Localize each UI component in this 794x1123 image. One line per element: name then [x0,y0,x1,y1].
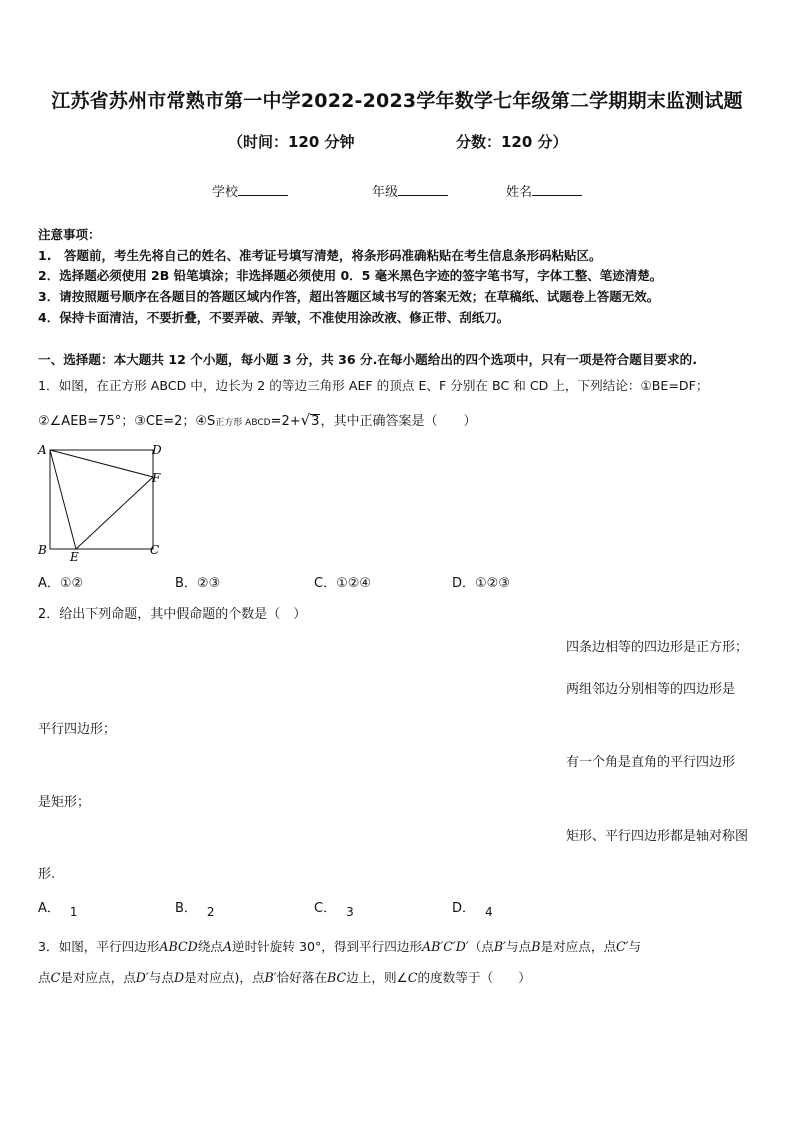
page-title: 江苏省苏州市常熟市第一中学2022-2023学年数学七年级第二学期期末监测试题 [51,90,743,112]
q1-stem-line2 [38,410,476,429]
sqrt-icon: √ [300,411,311,429]
q2-proposition: 矩形、平行四边形都是轴对称图 [566,829,749,844]
square-abcd [50,450,153,549]
score-label: 分数：120 分） [456,133,568,151]
q3-math: C′ [616,939,629,954]
grade-label: 年级 [372,185,399,200]
q2-proposition: 四条边相等的四边形是正方形； [566,640,749,655]
q3-text: 与 [628,939,642,954]
q3-math: AB′C′D′ [422,939,469,954]
school-blank [238,183,288,196]
q2-proposition-cont: 形. [38,867,56,882]
q3-text: 的度数等于（ ） [417,970,531,985]
q3-text: 边上，则∠ [346,970,408,985]
school-label: 学校 [212,185,239,200]
segment-ae [50,450,76,549]
q1-text-c: ，其中正确答案是（ ） [320,414,477,429]
notice-item: 1. 答题前，考生先将自己的姓名、准考证号填写清楚，将条形码准确粘贴在考生信息条形码粘贴区。 [38,248,602,263]
q1-stem-line1: 1．如图，在正方形 ABCD 中，边长为 2 的等边三角形 AEF 的顶点 E、F 分别在 BC 和 CD 上，下列结论：①BE=DF； [38,378,709,393]
segment-ef [76,477,153,549]
option-letter: B． [175,901,197,916]
notice-item: 3．请按照题号顺序在各题目的答题区域内作答，超出答题区域书写的答案无效；在草稿纸、试题卷上答题无效。 [38,289,660,304]
q1-option-c[interactable]: C．①②④ [314,576,372,591]
name-field [506,181,582,200]
label-d: D [152,443,162,457]
school-field [212,181,288,200]
option-value: 3 [346,905,354,919]
q3-text: 恰好落在 [276,970,328,985]
q1-sqrt-value: 3 [311,414,320,429]
option-letter: C． [314,901,337,916]
q3-math: D′ [135,970,149,985]
q1-figure [34,440,174,565]
q1-option-a[interactable]: A．①② [38,576,84,591]
option-value: 2 [206,905,215,919]
label-a: A [38,443,47,457]
q3-text: 是对应点，点 [540,939,617,954]
q3-text: （点 [468,939,494,954]
notice-heading: 注意事项： [38,227,101,242]
label-f: F [152,471,161,485]
grade-blank [398,183,448,196]
q1-option-b[interactable]: B．②③ [175,576,221,591]
q1-subscript: 正方形 ABCD [215,418,271,428]
q3-math: C [407,970,418,985]
q3-text: 点 [38,970,51,985]
q3-math: B′ [493,939,507,954]
q1-option-d[interactable]: D．①②③ [452,576,510,591]
q3-math: B [531,939,541,954]
q2-option-c[interactable] [314,897,354,919]
label-b: B [38,543,47,557]
q3-math: ABCD [159,939,198,954]
q2-option-b[interactable] [175,897,215,919]
grade-field [372,181,448,200]
q2-proposition-cont: 是矩形； [38,795,91,810]
notice-item: 4．保持卡面清洁，不要折叠，不要弄破、弄皱，不准使用涂改液、修正带、刮纸刀。 [38,310,510,325]
q3-text: 3．如图，平行四边形 [38,939,160,954]
q3-math: D [173,970,185,985]
section-heading: 一、选择题：本大题共 12 个小题，每小题 3 分，共 36 分.在每小题给出的四个选项中，只有一项是符合题目要求的. [38,352,698,367]
name-label: 姓名 [506,185,533,200]
option-value: 4 [485,905,493,919]
q2-option-a[interactable] [38,897,78,919]
label-e: E [70,550,79,564]
q2-option-d[interactable] [452,897,493,919]
time-label: （时间：120 分钟 [228,133,355,151]
q3-stem-line2 [38,967,531,986]
option-letter: A． [38,901,60,916]
name-blank [532,183,582,196]
q3-text: 是对应点，点 [60,970,136,985]
q2-proposition: 两组邻边分别相等的四边形是 [566,682,736,697]
q3-math: B′ [264,970,277,985]
q3-text: 绕点 [197,939,223,954]
option-value: 1 [69,905,78,919]
label-c: C [150,543,160,557]
q3-text: 与点 [148,970,174,985]
q2-stem: 2．给出下列命题，其中假命题的个数是（ ） [38,607,307,622]
q2-proposition-cont: 平行四边形； [38,722,117,737]
q3-text: 逆时针旋转 30°，得到平行四边形 [231,939,423,954]
q3-math: C [50,970,61,985]
notice-item: 2．选择题必须使用 2B 铅笔填涂；非选择题必须使用 0．5 毫米黑色字迹的签字笔书写，字体工整、笔迹清楚。 [38,268,663,283]
q2-proposition: 有一个角是直角的平行四边形 [566,755,736,770]
q1-text-a: ②∠AEB=75°；③CE=2；④S [38,414,216,429]
option-letter: D． [452,901,476,916]
segment-af [50,450,153,477]
q3-text: 与点 [506,939,532,954]
q3-stem-line1 [38,936,641,955]
q3-text: 是对应点)，点 [184,970,265,985]
q3-math: A [222,939,232,954]
q3-math: BC [327,970,347,985]
q1-text-b: =2+ [270,414,301,429]
